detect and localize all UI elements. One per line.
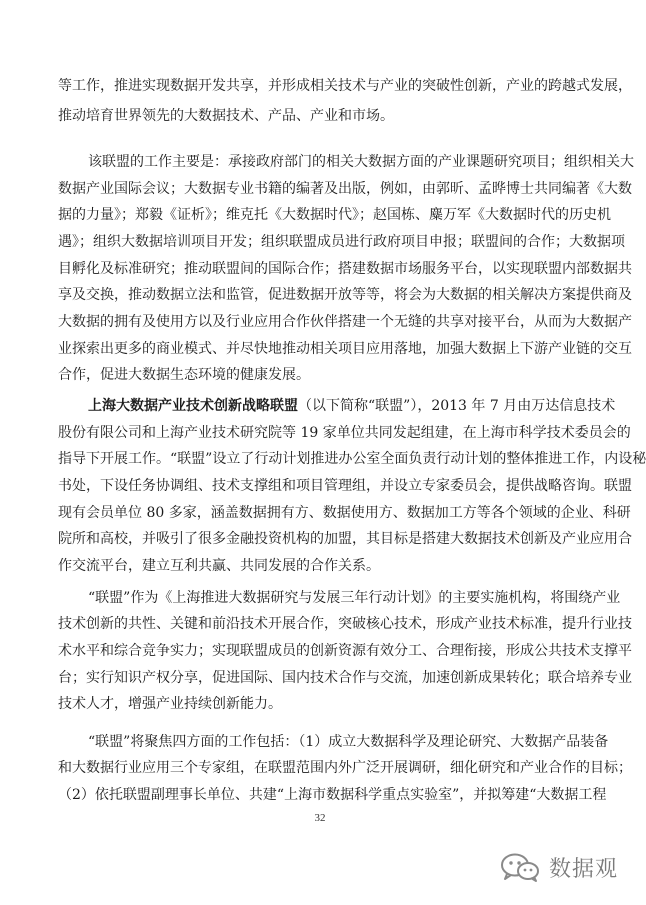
paragraph-3-line: 院所和高校，并吸引了很多金融投资机构的加盟，其目标是搭建大数据技术创新及产业应用合 bbox=[58, 531, 632, 547]
page-number: 32 bbox=[314, 812, 326, 824]
paragraph-4-line: 台；实行知识产权分享，促进国际、国内技术合作与交流，加速创新成果转化；联合培养专业 bbox=[58, 670, 632, 686]
paragraph-2-line: 合作，促进大数据生态环境的健康发展。 bbox=[58, 367, 310, 383]
watermark bbox=[499, 851, 618, 883]
paragraph-4-line: 技术创新的共性、关键和前沿技术开展合作，突破核心技术，形成产业技术标准，提升行业技 bbox=[58, 616, 632, 632]
alliance-name: 上海大数据产业技术创新战略联盟 bbox=[88, 398, 298, 414]
paragraph-1-line: 推动培育世界领先的大数据技术、产品、产业和市场。 bbox=[58, 108, 394, 124]
paragraph-3-first-line bbox=[88, 396, 616, 416]
paragraph-3-first-rest: （以下简称“联盟”），2013 年 7 月由万达信息技术 bbox=[298, 398, 616, 414]
paragraph-2-line: 目孵化及标准研究；推动联盟间的国际合作；搭建数据市场服务平台，以实现联盟内部数据共 bbox=[58, 261, 632, 277]
watermark-text: 数据观 bbox=[548, 856, 618, 882]
paragraph-3-line: 书处，下设任务协调组、技术支撑组和项目管理组，并设立专家委员会，提供战略咨询。联盟 bbox=[58, 478, 632, 494]
paragraph-2-line: 数据产业国际会议；大数据专业书籍的编著及出版，例如，由郭昕、孟晔博士共同编著《大数 bbox=[58, 181, 632, 197]
paragraph-3-line: 指导下开展工作。“联盟”设立了行动计划推进办公室全面负责行动计划的整体推进工作，内设秘 bbox=[58, 451, 646, 467]
paragraph-5-line: （2）依托联盟副理事长单位、共建“上海市数据科学重点实验室”，并拟筹建“大数据工程 bbox=[58, 787, 607, 803]
paragraph-1-line: 等工作，推进实现数据开发共享，并形成相关技术与产业的突破性创新，产业的跨越式发展， bbox=[58, 78, 632, 94]
paragraph-4-line: 技术人才，增强产业持续创新能力。 bbox=[58, 696, 282, 712]
paragraph-2-line: 遇》；组织大数据培训项目开发；组织联盟成员进行政府项目申报；联盟间的合作；大数据项 bbox=[58, 234, 625, 250]
paragraph-5-line: 和大数据行业应用三个专家组，在联盟范围内外广泛开展调研，细化研究和产业合作的目标； bbox=[58, 760, 632, 776]
paragraph-2-line: 享及交换，推动数据立法和监管，促进数据开放等等，将会为大数据的相关解决方案提供商及 bbox=[58, 287, 632, 303]
paragraph-4-line: “联盟”作为《上海推进大数据研究与发展三年行动计划》的主要实施机构，将围绕产业 bbox=[88, 590, 621, 606]
paragraph-2-line: 据的力量》；郑毅《证析》；维克托《大数据时代》；赵国栋、麋万军《大数据时代的历史机 bbox=[58, 207, 611, 223]
paragraph-3-line: 作交流平台，建立互利共赢、共同发展的合作关系。 bbox=[58, 558, 380, 574]
wechat-logo-icon bbox=[499, 852, 541, 882]
paragraph-4-line: 术水平和综合竞争实力；实现联盟成员的创新资源有效分工、合理衔接，形成公共技术支撑平 bbox=[58, 643, 632, 659]
paragraph-2-line: 业探索出更多的商业模式、并尽快地推动相关项目应用落地，加强大数据上下游产业链的交互 bbox=[58, 341, 632, 357]
paragraph-3-line: 股份有限公司和上海产业技术研究院等 19 家单位共同发起组建，在上海市科学技术委员会的 bbox=[58, 425, 631, 441]
paragraph-2-line: 该联盟的工作主要是：承接政府部门的相关大数据方面的产业课题研究项目；组织相关大 bbox=[88, 154, 634, 170]
paragraph-5-line: “联盟”将聚焦四方面的工作包括：（1）成立大数据科学及理论研究、大数据产品装备 bbox=[88, 734, 609, 750]
paragraph-2-line: 大数据的拥有及使用方以及行业应用合作伙伴搭建一个无缝的共享对接平台，从而为大数据产 bbox=[58, 314, 632, 330]
paragraph-3-line: 现有会员单位 80 多家，涵盖数据拥有方、数据使用方、数据加工方等各个领域的企业、科研 bbox=[58, 505, 631, 521]
